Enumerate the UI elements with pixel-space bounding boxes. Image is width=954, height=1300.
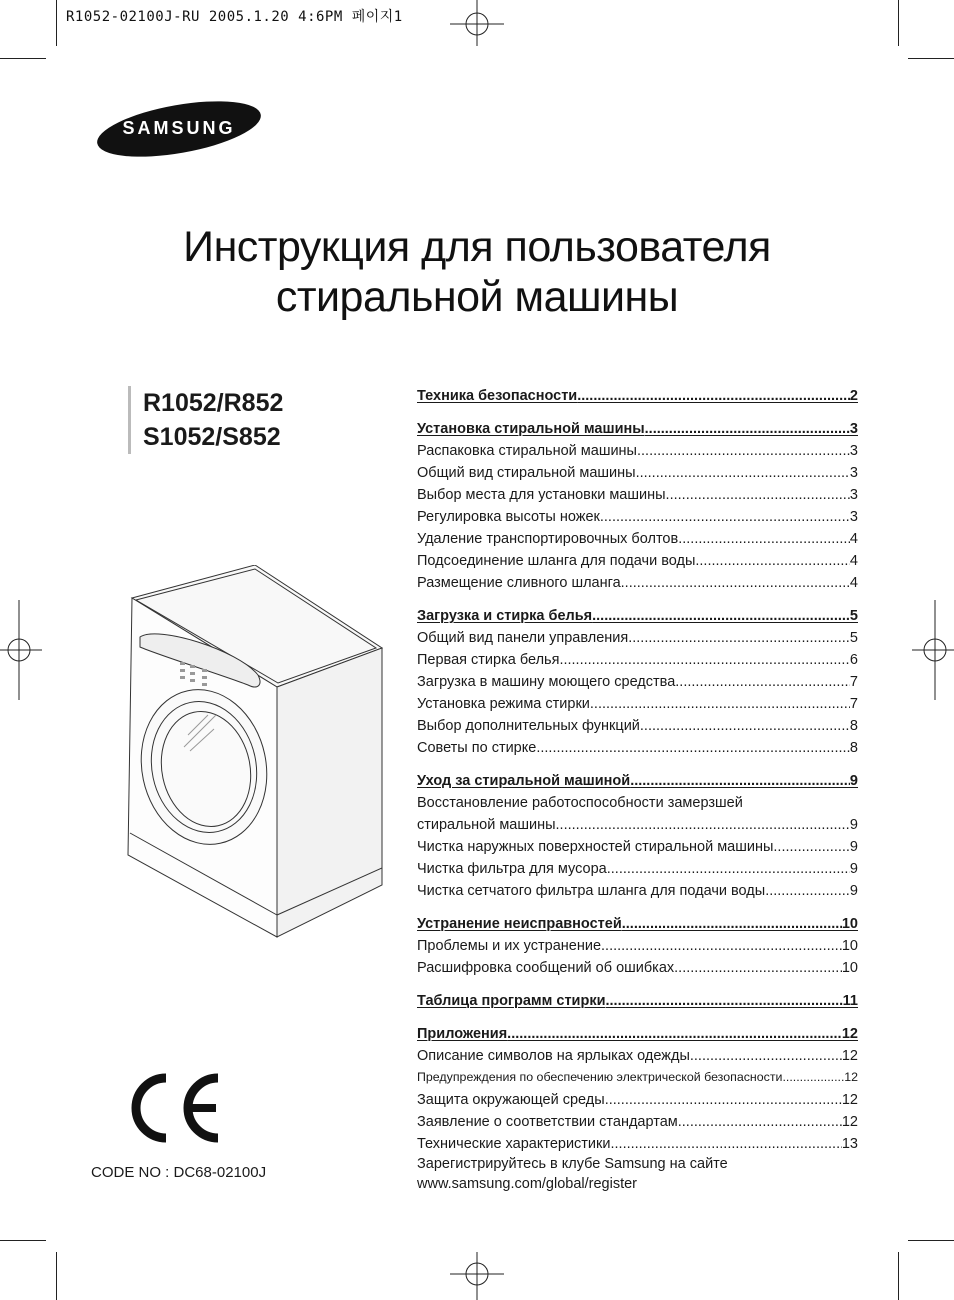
toc-leader — [605, 1092, 842, 1108]
toc-title: Удаление транспортировочных болтов — [417, 531, 679, 547]
toc-leader — [675, 674, 850, 690]
register-line-1: Зарегистрируйтесь в клубе Samsung на сайте — [417, 1156, 728, 1172]
toc-leader — [610, 1136, 841, 1152]
toc-leader — [765, 883, 850, 899]
toc-item[interactable] — [417, 1048, 858, 1070]
toc-item[interactable] — [417, 740, 858, 762]
toc-title: Приложения — [417, 1026, 508, 1042]
toc-gap — [417, 410, 858, 421]
toc-item[interactable] — [417, 630, 858, 652]
samsung-logo — [95, 100, 263, 158]
code-number: CODE NO : DC68-02100J — [91, 1164, 267, 1181]
title-line-1: Инструкция для пользователя — [183, 223, 771, 271]
toc-leader — [590, 696, 850, 712]
page-title — [0, 222, 954, 322]
print-header: R1052-02100J-RU 2005.1.20 4:6PM 페이지1 — [66, 9, 403, 25]
toc-page: 3 — [849, 487, 858, 503]
toc-title: Техника безопасности — [417, 388, 578, 404]
model-line-2: S1052/S852 — [143, 423, 281, 451]
toc-title: Общий вид панели управления — [417, 630, 629, 646]
toc-page: 3 — [849, 509, 858, 525]
toc-page: 5 — [849, 630, 858, 646]
toc-leader — [621, 575, 850, 591]
toc-leader — [674, 960, 842, 976]
toc-section[interactable] — [417, 993, 858, 1015]
toc-section[interactable] — [417, 916, 858, 938]
toc-title: Чистка фильтра для мусора — [417, 861, 607, 877]
toc-leader — [606, 993, 843, 1009]
toc-item[interactable] — [417, 883, 858, 905]
toc-page: 3 — [849, 443, 858, 459]
toc-section[interactable] — [417, 773, 858, 795]
toc-page: 12 — [844, 1070, 858, 1084]
toc-item[interactable] — [417, 696, 858, 718]
toc-page: 4 — [849, 575, 858, 591]
toc-title: Установка режима стирки — [417, 696, 590, 712]
toc-title: Чистка сетчатого фильтра шланга для подачи воды — [417, 883, 766, 899]
toc-page: 12 — [841, 1092, 858, 1108]
toc-leader — [607, 861, 850, 877]
toc-title: Распаковка стиральной машины — [417, 443, 637, 459]
toc-title: Расшифровка сообщений об ошибках — [417, 960, 675, 976]
title-line-2: стиральной машины — [275, 273, 679, 321]
toc-title: Восстановление работоспособности замерзшей — [417, 795, 743, 811]
ce-mark — [118, 1068, 228, 1153]
toc-title: Выбор дополнительных функций — [417, 718, 640, 734]
toc-title: Чистка наружных поверхностей стиральной машины — [417, 839, 774, 855]
toc-item[interactable] — [417, 861, 858, 883]
toc-leader — [556, 817, 850, 833]
toc-page: 11 — [842, 993, 858, 1009]
toc-page: 12 — [841, 1026, 858, 1042]
toc-section[interactable] — [417, 388, 858, 410]
toc-leader — [600, 509, 850, 525]
toc-section[interactable] — [417, 608, 858, 630]
toc-page: 8 — [849, 718, 858, 734]
toc-title: Загрузка в машину моющего средства — [417, 674, 676, 690]
logo-text: SAMSUNG — [122, 118, 236, 138]
toc-title: Предупреждения по обеспечению электрической безопасности — [417, 1070, 783, 1084]
toc-leader — [592, 608, 850, 624]
toc-gap — [417, 1015, 858, 1026]
toc-item[interactable] — [417, 553, 858, 575]
toc-gap — [417, 982, 858, 993]
toc-leader — [630, 773, 850, 789]
toc-page: 4 — [849, 553, 858, 569]
toc-item[interactable] — [417, 1092, 858, 1114]
model-numbers — [128, 386, 283, 454]
toc-title: Регулировка высоты ножек — [417, 509, 600, 525]
toc-page: 3 — [849, 465, 858, 481]
toc-leader — [577, 388, 850, 404]
toc-gap — [417, 905, 858, 916]
toc-leader — [695, 553, 850, 569]
toc-item[interactable] — [417, 443, 858, 465]
toc-leader — [628, 630, 850, 646]
toc-item[interactable] — [417, 960, 858, 982]
toc-item[interactable] — [417, 839, 858, 861]
toc-item[interactable] — [417, 465, 858, 487]
toc-leader — [601, 938, 842, 954]
toc-page: 5 — [849, 608, 858, 624]
toc-item[interactable] — [417, 509, 858, 531]
toc-leader — [559, 652, 849, 668]
toc-item[interactable] — [417, 938, 858, 960]
toc-page: 7 — [849, 674, 858, 690]
toc-page: 12 — [841, 1048, 858, 1064]
toc-gap — [417, 762, 858, 773]
toc-title: Загрузка и стирка белья — [417, 608, 593, 624]
register-note — [417, 1154, 728, 1194]
toc-title: стиральной машины — [417, 817, 556, 833]
toc-leader — [636, 465, 850, 481]
toc-leader — [507, 1026, 842, 1042]
toc-title: Таблица программ стирки — [417, 993, 606, 1009]
toc-leader — [678, 531, 850, 547]
toc-leader — [690, 1048, 842, 1064]
toc-page: 6 — [849, 652, 858, 668]
toc-title: Подсоединение шланга для подачи воды — [417, 553, 696, 569]
toc-title: Уход за стиральной машиной — [417, 773, 631, 789]
toc-title: Общий вид стиральной машины — [417, 465, 636, 481]
table-of-contents — [417, 388, 858, 1158]
toc-leader — [622, 916, 842, 932]
toc-title: Технические характеристики — [417, 1136, 611, 1152]
toc-item[interactable] — [417, 674, 858, 696]
toc-title: Устранение неисправностей — [417, 916, 622, 932]
toc-page: 7 — [849, 696, 858, 712]
toc-page: 10 — [841, 938, 858, 954]
toc-page: 3 — [849, 421, 858, 437]
toc-leader — [637, 443, 850, 459]
toc-title: Советы по стирке — [417, 740, 537, 756]
toc-leader — [666, 487, 850, 503]
model-line-1: R1052/R852 — [143, 389, 284, 417]
toc-page: 10 — [841, 916, 858, 932]
toc-page: 12 — [841, 1114, 858, 1130]
toc-page: 10 — [841, 960, 858, 976]
toc-page: 13 — [841, 1136, 858, 1152]
toc-item[interactable] — [417, 1070, 858, 1092]
toc-title: Проблемы и их устранение — [417, 938, 602, 954]
toc-leader — [640, 718, 850, 734]
toc-section[interactable] — [417, 1026, 858, 1048]
toc-item[interactable] — [417, 652, 858, 674]
toc-title: Описание символов на ярлыках одежды — [417, 1048, 690, 1064]
toc-item[interactable] — [417, 575, 858, 597]
toc-item[interactable] — [417, 531, 858, 553]
toc-title: Размещение сливного шланга — [417, 575, 621, 591]
toc-page: 9 — [849, 817, 858, 833]
register-url[interactable]: www.samsung.com/global/register — [417, 1176, 638, 1192]
toc-page: 9 — [849, 839, 858, 855]
washing-machine-illustration — [118, 565, 388, 950]
toc-item[interactable] — [417, 817, 858, 839]
toc-page: 9 — [849, 773, 858, 789]
toc-leader — [678, 1114, 842, 1130]
toc-page: 9 — [849, 861, 858, 877]
toc-page: 4 — [849, 531, 858, 547]
toc-item[interactable] — [417, 487, 858, 509]
toc-page: 2 — [849, 388, 858, 404]
toc-leader — [645, 421, 850, 437]
toc-gap — [417, 597, 858, 608]
toc-page: 8 — [849, 740, 858, 756]
toc-leader — [782, 1070, 844, 1084]
toc-leader — [536, 740, 850, 756]
toc-title: Заявление о соответствии стандартам — [417, 1114, 678, 1130]
toc-section[interactable] — [417, 421, 858, 443]
toc-item[interactable] — [417, 718, 858, 740]
toc-item[interactable] — [417, 1114, 858, 1136]
toc-title: Первая стирка белья — [417, 652, 560, 668]
toc-page: 9 — [849, 883, 858, 899]
toc-title: Защита окружающей среды — [417, 1092, 605, 1108]
toc-title: Выбор места для установки машины — [417, 487, 666, 503]
toc-leader — [773, 839, 850, 855]
toc-title: Установка стиральной машины — [417, 421, 645, 437]
toc-item[interactable] — [417, 795, 858, 817]
